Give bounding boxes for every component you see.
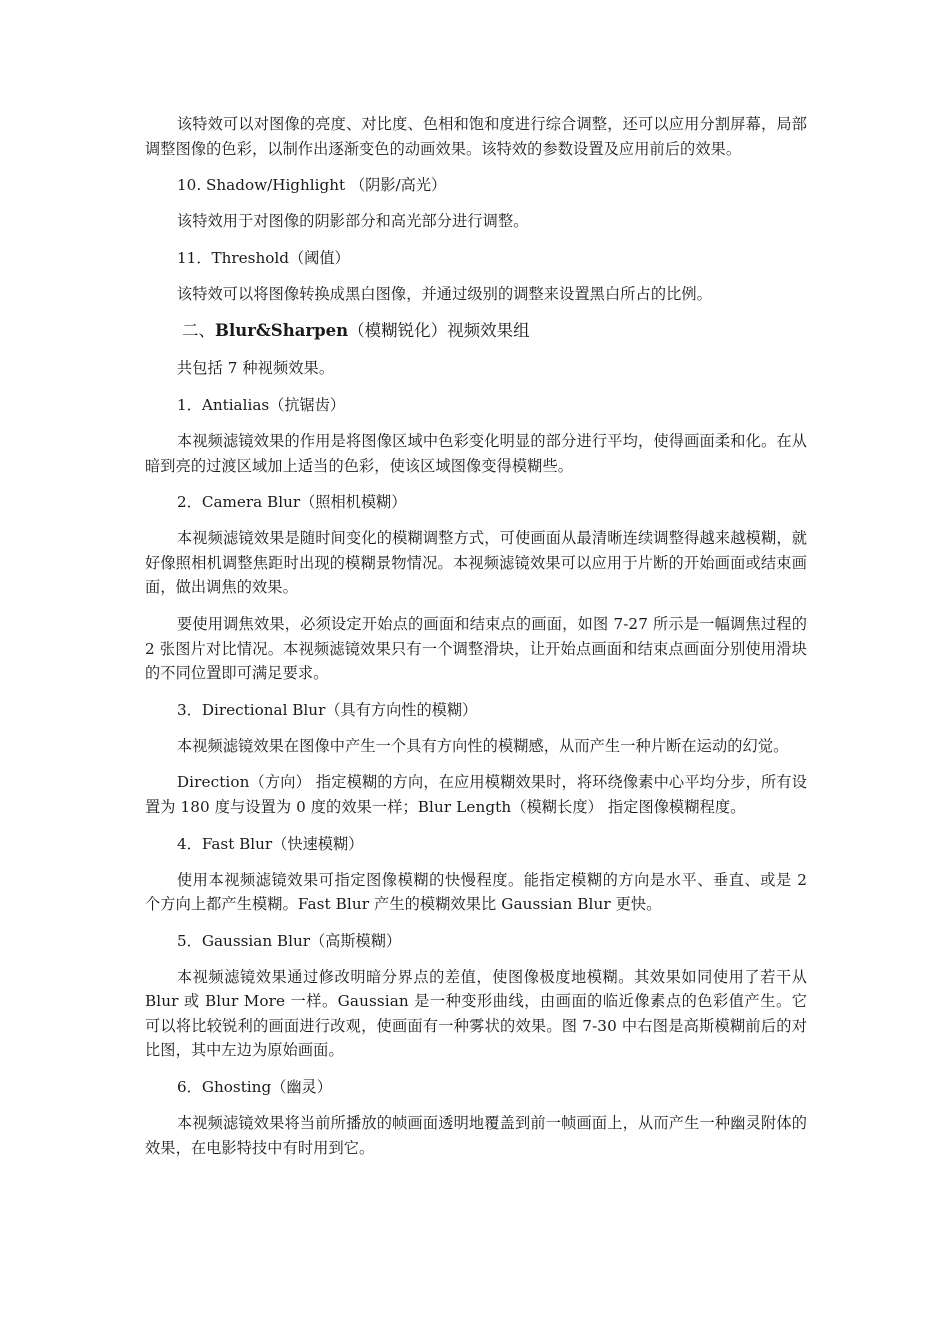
heading-antialias: 1．Antialias（抗锯齿） xyxy=(177,395,346,414)
section-bold-name: Blur&Sharpen xyxy=(215,321,349,341)
section-prefix: 二、 xyxy=(182,321,215,341)
heading-threshold: 11．Threshold（阈值） xyxy=(177,248,350,267)
paragraph-camera-blur-2: 要使用调焦效果，必须设定开始点的画面和结束点的画面，如图 7-27 所示是一幅调焦过程的 2 张图片对比情况。本视频滤镜效果只有一个调整滑块，让开始点画面和结束点画面分别使用滑块的不同位置即可满足要求。 xyxy=(145,614,807,683)
paragraph-directional-blur-2: Direction（方向） 指定模糊的方向，在应用模糊效果时，将环绕像素中心平均分步，所有设置为 180 度与设置为 0 度的效果一样；Blur Length（模糊长度） 指定图像模糊程度。 xyxy=(145,773,807,816)
paragraph-antialias: 本视频滤镜效果的作用是将图像区域中色彩变化明显的部分进行平均，使得画面柔和化。在从暗到亮的过渡区域加上适当的色彩，使该区域图像变得模糊些。 xyxy=(145,431,807,475)
paragraph-fast-blur: 使用本视频滤镜效果可指定图像模糊的快慢程度。能指定模糊的方向是水平、垂直、或是 2 个方向上都产生模糊。Fast Blur 产生的模糊效果比 Gaussian Blur 更快。 xyxy=(145,870,807,914)
heading-fast-blur: 4．Fast Blur（快速模糊） xyxy=(177,834,364,853)
section-suffix: （模糊锐化）视频效果组 xyxy=(348,321,530,341)
paragraph-intro: 该特效可以对图像的亮度、对比度、色相和饱和度进行综合调整，还可以应用分割屏幕，局部调整图像的色彩，以制作出逐渐变色的动画效果。该特效的参数设置及应用前后的效果。 xyxy=(145,115,807,158)
heading-camera-blur: 2．Camera Blur（照相机模糊） xyxy=(177,493,407,512)
section-heading-blur-sharpen xyxy=(145,318,807,344)
heading-directional-blur: 3．Directional Blur（具有方向性的模糊） xyxy=(177,700,478,719)
paragraph-ghosting: 本视频滤镜效果将当前所播放的帧画面透明地覆盖到前一帧画面上，从而产生一种幽灵附体的效果，在电影特技中有时用到它。 xyxy=(145,1114,807,1157)
heading-shadow-highlight: 10. Shadow/Highlight （阴影/高光） xyxy=(177,176,447,195)
heading-ghosting: 6．Ghosting（幽灵） xyxy=(177,1078,332,1097)
paragraph-shadow-highlight: 该特效用于对图像的阴影部分和高光部分进行调整。 xyxy=(176,212,529,231)
paragraph-effect-count: 共包括 7 种视频效果。 xyxy=(176,359,335,378)
paragraph-directional-blur-1: 本视频滤镜效果在图像中产生一个具有方向性的模糊感，从而产生一种片断在运动的幻觉。 xyxy=(176,736,789,755)
paragraph-gaussian-blur: 本视频滤镜效果通过修改明暗分界点的差值，使图像极度地模糊。其效果如同使用了若干从 Blur 或 Blur More 一样。Gaussian 是一种变形曲线，由画面的临近像素点的色彩值产生。它可以将比较锐利的画面进行改观，使画面有一种雾状的效果。图 7-30 中右图是高斯模糊前后的对比图，其中左边为原始画面。 xyxy=(145,967,807,1060)
heading-gaussian-blur: 5．Gaussian Blur（高斯模糊） xyxy=(177,931,402,950)
document-body xyxy=(145,112,807,1172)
paragraph-camera-blur-1: 本视频滤镜效果是随时间变化的模糊调整方式，可使画面从最清晰连续调整得越来越模糊，就好像照相机调整焦距时出现的模糊景物情况。本视频滤镜效果可以应用于片断的开始画面或结束画面，做出调焦的效果。 xyxy=(145,529,807,597)
paragraph-threshold: 该特效可以将图像转换成黑白图像，并通过级别的调整来设置黑白所占的比例。 xyxy=(176,284,712,303)
